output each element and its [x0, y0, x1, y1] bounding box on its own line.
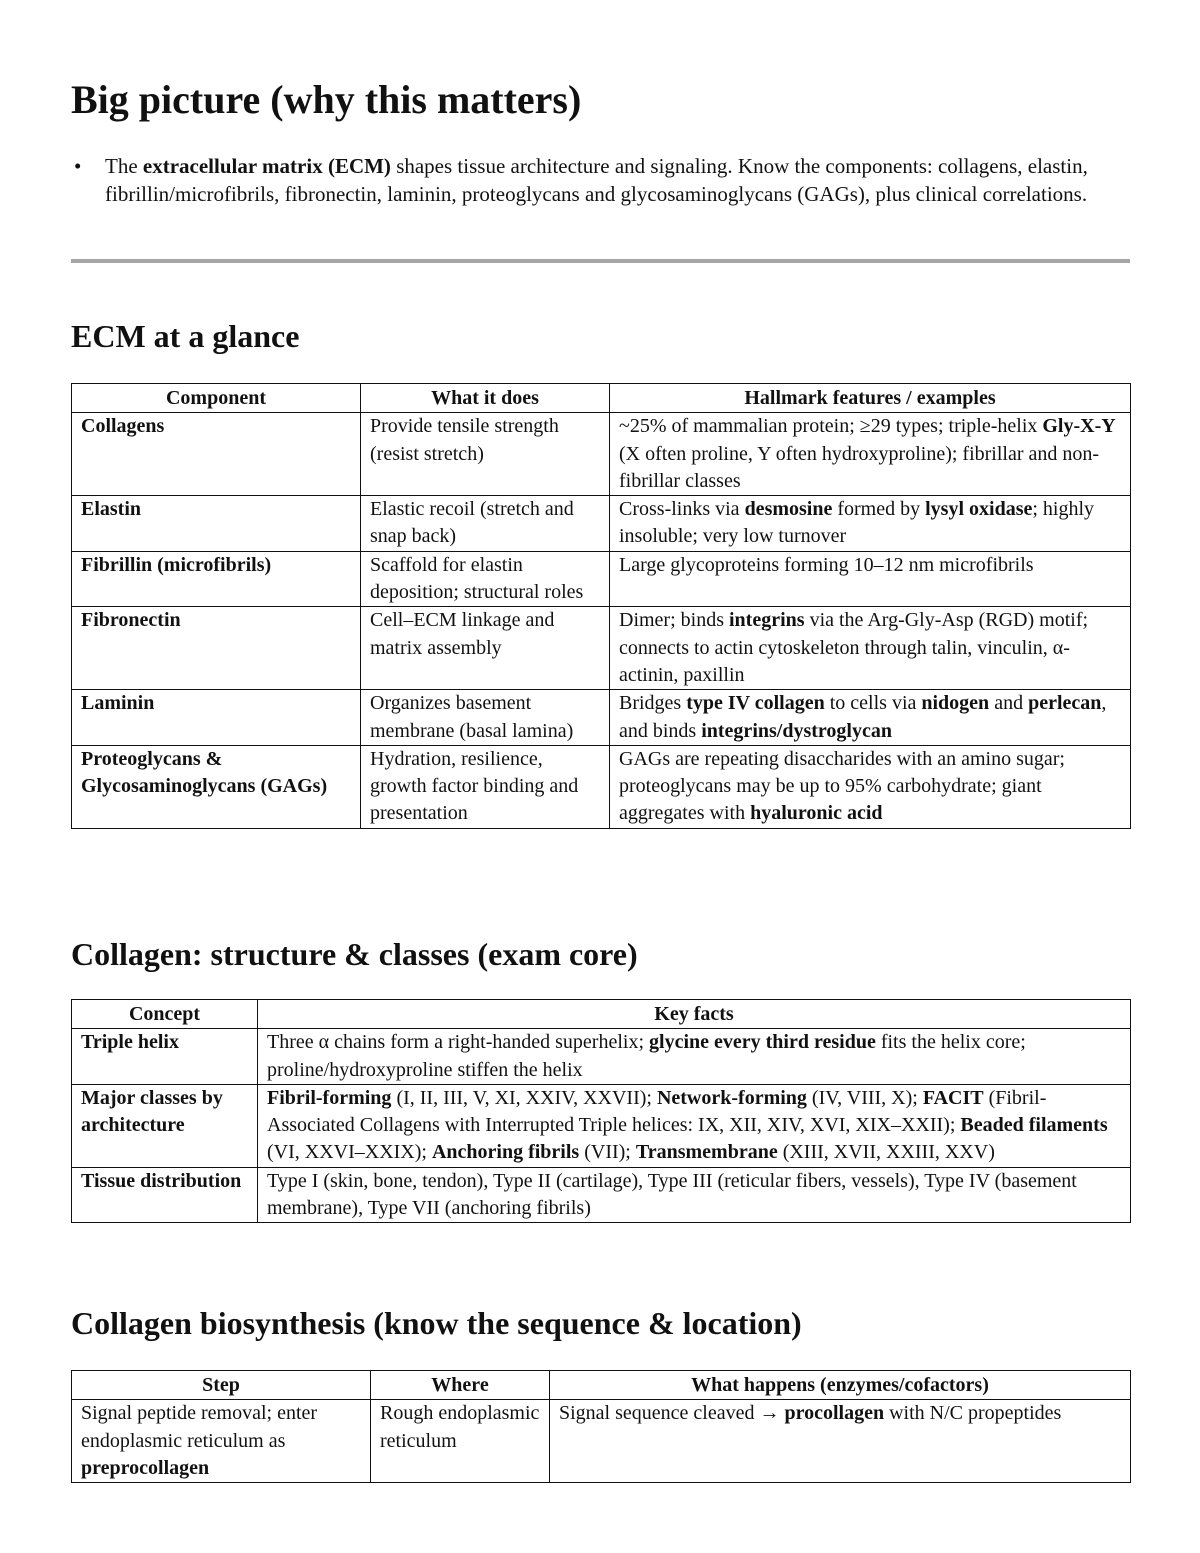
text-run: (XIII, XVII, XXIII, XXV): [777, 1141, 995, 1164]
column-header: Where: [371, 1371, 550, 1400]
section-title-ecm-glance: ECM at a glance: [71, 318, 300, 354]
component-cell: Elastin: [72, 496, 361, 552]
biosynthesis-table: [71, 1370, 1131, 1483]
features-cell: [610, 690, 1131, 746]
column-header: Key facts: [258, 1000, 1131, 1029]
text-run: formed by: [832, 498, 926, 521]
bold-run: perlecan: [1028, 692, 1102, 715]
bold-run: lysyl oxidase: [925, 498, 1033, 521]
collagen-structure-table: [71, 999, 1131, 1223]
text-run: Bridges: [619, 692, 687, 715]
bold-run: Network-forming: [656, 1086, 807, 1109]
table-row: [72, 1084, 1131, 1167]
bold-run: integrins: [729, 609, 805, 632]
table-row: [72, 690, 1131, 746]
component-cell: Fibronectin: [72, 607, 361, 690]
bold-run: integrins/dystroglycan: [701, 719, 892, 742]
text-run: Cross-links via: [619, 498, 745, 521]
text-run: GAGs are repeating disaccharides with an amino sugar; proteoglycans may be up to 95% carbohydrate; giant aggregates with: [619, 747, 1065, 825]
bold-run: type IV collagen: [686, 692, 825, 715]
text-run: (Fibril-Associated Collagens with Interrupted Triple helices: IX, XII, XIV, XVI, XIX–XXII);: [267, 1086, 1047, 1137]
features-cell: [610, 413, 1131, 496]
component-cell: Laminin: [72, 690, 361, 746]
column-header: What happens (enzymes/cofactors): [550, 1371, 1131, 1400]
table-row: [72, 1029, 1131, 1085]
bullet-icon: •: [74, 154, 82, 178]
bold-run: glycine every third residue: [649, 1031, 876, 1054]
component-cell: Proteoglycans & Glycosaminoglycans (GAGs): [72, 745, 361, 828]
bold-run: Transmembrane: [635, 1141, 778, 1164]
text-run: (VII);: [579, 1141, 636, 1164]
table-row: [72, 496, 1131, 552]
bold-run: Fibril-forming: [267, 1086, 392, 1109]
text-run: and: [989, 692, 1029, 715]
component-cell: Collagens: [72, 413, 361, 496]
bold-run: preprocollagen: [81, 1456, 210, 1479]
intro-bullet: [74, 152, 1130, 208]
concept-cell: Tissue distribution: [72, 1167, 258, 1223]
bold-run: FACIT: [922, 1086, 984, 1109]
section-title-biosynthesis: Collagen biosynthesis (know the sequence & location): [71, 1305, 802, 1341]
table-header-row: [72, 384, 1131, 413]
features-cell: [610, 745, 1131, 828]
table-row: [72, 607, 1131, 690]
bold-run: hyaluronic acid: [750, 802, 883, 825]
section-title-collagen-structure: Collagen: structure & classes (exam core): [71, 936, 638, 972]
what-happens-cell: [550, 1400, 1131, 1483]
text-run: Three α chains form a right-handed superhelix;: [267, 1031, 650, 1054]
where-cell: Rough endoplasmic reticulum: [371, 1400, 550, 1483]
key-facts-cell: [258, 1084, 1131, 1167]
intro-text-2: shapes tissue architecture and signaling. Know the components: collagens, elastin, fibrillin/microfibrils, fibronectin, laminin, proteoglycans and glycosaminoglycans (GAGs), plus clinical correlations.: [105, 154, 1088, 206]
table-header-row: [72, 1000, 1131, 1029]
concept-cell: Major classes by architecture: [72, 1084, 258, 1167]
column-header: Hallmark features / examples: [610, 384, 1131, 413]
column-header: What it does: [361, 384, 610, 413]
column-header: Step: [72, 1371, 371, 1400]
column-header: Component: [72, 384, 361, 413]
bold-run: desmosine: [744, 498, 833, 521]
text-run: Type I (skin, bone, tendon), Type II (cartilage), Type III (reticular fibers, vessels), Type IV (basement membrane), Type VII (anchoring fibrils): [267, 1169, 1077, 1220]
step-cell: [72, 1400, 371, 1483]
table-row: [72, 551, 1131, 607]
table-row: [72, 1400, 1131, 1483]
text-run: Large glycoproteins forming 10–12 nm microfibrils: [619, 553, 1034, 576]
horizontal-rule: [71, 259, 1130, 263]
text-run: ~25% of mammalian protein; ≥29 types; triple-helix: [619, 415, 1043, 438]
page-title: Big picture (why this matters): [71, 77, 582, 122]
key-facts-cell: [258, 1029, 1131, 1085]
features-cell: [610, 496, 1131, 552]
bold-run: procollagen: [784, 1402, 885, 1425]
text-run: via the Arg-Gly-Asp (RGD) motif; connects to actin cytoskeleton through talin, vinculin, α-actinin, paxillin: [619, 609, 1089, 686]
key-facts-cell: [258, 1167, 1131, 1223]
intro-term-ecm: extracellular matrix (ECM): [142, 154, 391, 178]
text-run: (X often proline, Y often hydroxyproline); fibrillar and non-fibrillar classes: [619, 442, 1100, 492]
function-cell: Hydration, resilience, growth factor binding and presentation: [361, 745, 610, 828]
function-cell: Scaffold for elastin deposition; structural roles: [361, 551, 610, 607]
intro-text-1: The: [105, 154, 143, 178]
table-header-row: [72, 1371, 1131, 1400]
text-run: (I, II, III, V, XI, XXIV, XXVII);: [391, 1086, 657, 1109]
column-header: Concept: [72, 1000, 258, 1029]
text-run: (IV, VIII, X);: [806, 1086, 923, 1109]
text-run: to cells via: [824, 692, 922, 715]
features-cell: [610, 551, 1131, 607]
function-cell: Organizes basement membrane (basal lamina): [361, 690, 610, 746]
text-run: Signal peptide removal; enter endoplasmic reticulum as: [81, 1402, 318, 1452]
text-run: , and binds: [619, 692, 1107, 742]
function-cell: Provide tensile strength (resist stretch): [361, 413, 610, 496]
text-run: (VI, XXVI–XXIX);: [267, 1141, 432, 1164]
function-cell: Cell–ECM linkage and matrix assembly: [361, 607, 610, 690]
bold-run: nidogen: [921, 692, 990, 715]
text-run: ; highly insoluble; very low turnover: [619, 498, 1095, 548]
concept-cell: Triple helix: [72, 1029, 258, 1085]
function-cell: Elastic recoil (stretch and snap back): [361, 496, 610, 552]
text-run: Signal sequence cleaved →: [559, 1402, 785, 1425]
table-row: [72, 413, 1131, 496]
features-cell: [610, 607, 1131, 690]
text-run: with N/C propeptides: [884, 1402, 1062, 1425]
ecm-glance-table: [71, 383, 1131, 829]
text-run: Dimer; binds: [619, 609, 729, 632]
bold-run: Beaded filaments: [960, 1114, 1108, 1137]
table-row: [72, 745, 1131, 828]
component-cell: Fibrillin (microfibrils): [72, 551, 361, 607]
text-run: fits the helix core; proline/hydroxyproline stiffen the helix: [267, 1031, 1026, 1081]
bold-run: Gly-X-Y: [1042, 415, 1116, 438]
table-row: [72, 1167, 1131, 1223]
bold-run: Anchoring fibrils: [431, 1141, 580, 1164]
